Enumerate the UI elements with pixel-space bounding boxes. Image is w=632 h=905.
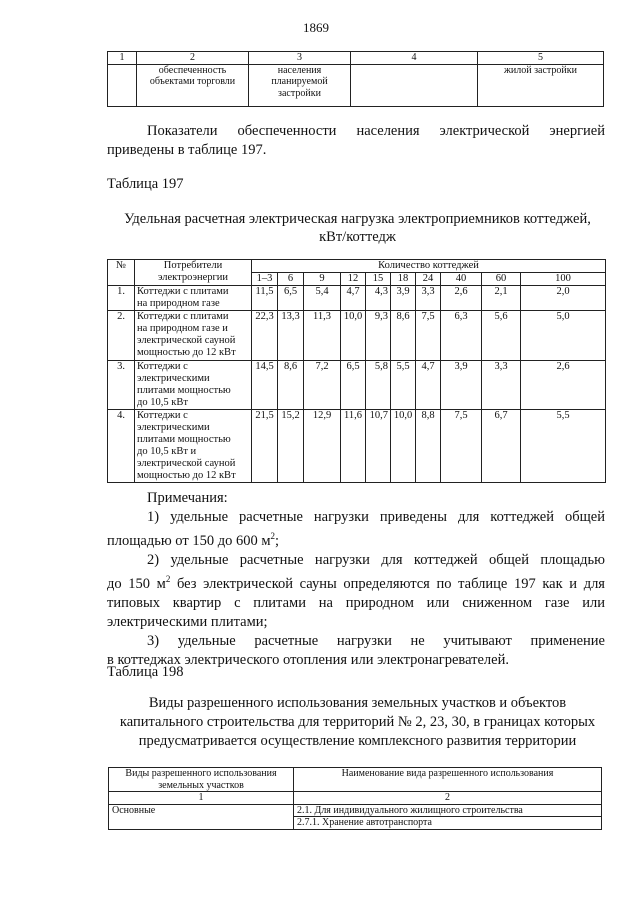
text-line: Показатели обеспеченности населения электрической энергией [147,123,605,139]
consumer-line: электрической сауной [137,458,236,469]
value-cell: 14,5 [252,360,278,409]
consumer-line: электрическими [137,421,210,433]
table-row [108,311,606,360]
consumer-line: мощностью до 12 кВт [137,470,236,482]
table-label: Таблица 198 [107,664,184,680]
consumer-line: мощностью до 12 кВт [137,347,236,359]
value-cell: 2,0 [521,286,606,311]
notes-block [107,489,605,670]
col-number: 1 [109,792,294,805]
table-row [109,817,602,830]
table-198 [108,767,602,830]
value-cell: 8,8 [416,409,441,482]
table-row [109,804,602,817]
value-cell: 6,7 [482,409,521,482]
intro-paragraph [107,122,605,160]
text-line: предусматривается осуществление комплексного развития территории [138,733,577,749]
row-number: 2. [108,311,135,360]
col-number: 2 [294,792,602,805]
value-cell: 3,9 [391,286,416,311]
value-cell: 4,7 [416,360,441,409]
table-cell: населения планируемой застройки [249,64,351,106]
note-1-line: 1) удельные расчетные нагрузки приведены для коттеджей общей [147,509,605,525]
consumer-line: Коттеджи с [137,360,188,372]
column-header: 1–3 [252,273,278,286]
value-cell: 15,2 [278,409,304,482]
table-cell: обеспеченность объектами торговли [137,64,249,106]
value-cell: 12,9 [304,409,341,482]
value-cell: 2,6 [441,286,482,311]
text-line: капитального строительства для территорий № 2, 23, 30, в границах которых [119,714,596,730]
value-cell: 10,0 [341,311,366,360]
col-number: 3 [249,52,351,65]
value-cell: 7,2 [304,360,341,409]
value-cell: 3,9 [441,360,482,409]
header-name: Наименование вида разрешенного использования [294,768,602,792]
consumer-line: электрической сауной [137,335,236,347]
note-2-line: электрическими плитами; [107,613,268,630]
column-header: 18 [391,273,416,286]
consumer-line: Коттеджи с плитами [137,286,229,298]
column-header: 100 [521,273,606,286]
value-cell: 7,5 [441,409,482,482]
text-line: Удельная расчетная электрическая нагрузка электроприемников коттеджей, [124,211,591,227]
value-cell: 21,5 [252,409,278,482]
table-cell: Основные [109,804,294,817]
table-header-row [108,52,604,65]
table-row [108,409,606,482]
value-cell: 5,5 [391,360,416,409]
header-no: № [108,260,135,286]
consumer-line: до 10,5 кВт и [137,445,197,457]
table-cell: 2.7.1. Хранение автотранспорта [294,817,602,830]
text-line: кВт/коттедж [319,229,396,245]
value-cell: 3,3 [416,286,441,311]
consumer-line: на природном газе и [137,323,228,335]
table-label: Таблица 197 [107,176,184,192]
col-number: 1 [108,52,137,65]
table-cell: жилой застройки [478,64,604,106]
value-cell: 5,5 [521,409,606,482]
value-cell: 5,6 [482,311,521,360]
value-cell: 8,6 [278,360,304,409]
column-header: 15 [366,273,391,286]
table-cell [109,817,294,830]
value-cell: 3,3 [482,360,521,409]
value-cell: 10,0 [391,409,416,482]
note-3-line: 3) удельные расчетные нагрузки не учитывают применение [147,632,605,649]
table-row [108,360,606,409]
value-cell: 7,5 [416,311,441,360]
value-cell: 5,4 [304,286,341,311]
note-3-line: в коттеджах электрического отопления или электронагревателей. [107,651,509,668]
value-cell: 5,8 [366,360,391,409]
consumer-line: электрическими [137,372,210,384]
value-cell: 2,1 [482,286,521,311]
table-header-row [109,768,602,792]
col-number: 2 [137,52,249,65]
consumer-cell [135,286,252,311]
table-cell: 2.1. Для индивидуального жилищного строительства [294,804,602,817]
value-cell: 11,3 [304,311,341,360]
row-number: 1. [108,286,135,311]
column-header: 24 [416,273,441,286]
value-cell: 10,7 [366,409,391,482]
header-count: Количество коттеджей [252,260,606,273]
consumer-line: плитами мощностью [137,384,231,396]
column-header: 9 [304,273,341,286]
header-consumers: Потребители электроэнергии [135,260,252,286]
text-line: Виды разрешенного использования земельных участков и объектов [148,695,567,711]
value-cell: 4,3 [366,286,391,311]
table-header-row [109,792,602,805]
table-header-row [108,260,606,273]
consumer-line: плитами мощностью [137,433,231,445]
consumer-line: до 10,5 кВт [137,396,188,408]
page-number: 1869 [303,20,329,35]
column-header: 6 [278,273,304,286]
value-cell: 9,3 [366,311,391,360]
consumer-line: Коттеджи с [137,409,188,421]
table-title [100,694,615,751]
notes-heading: Примечания: [147,490,228,506]
col-number: 4 [351,52,478,65]
col-number: 5 [478,52,604,65]
value-cell: 6,3 [441,311,482,360]
consumer-cell [135,409,252,482]
value-cell: 22,3 [252,311,278,360]
value-cell: 5,0 [521,311,606,360]
consumer-cell [135,311,252,360]
table-cell [108,64,137,106]
value-cell: 6,5 [341,360,366,409]
table-row [108,64,604,106]
value-cell: 6,5 [278,286,304,311]
table-title [100,210,615,246]
row-number: 4. [108,409,135,482]
consumer-line: на природном газе [137,298,220,310]
value-cell: 8,6 [391,311,416,360]
column-header: 40 [441,273,482,286]
continuation-table [107,51,604,107]
table-row [108,286,606,311]
value-cell: 11,5 [252,286,278,311]
note-2-line: 2) удельные расчетные нагрузки для коттеджей общей площадью [147,551,605,568]
consumer-cell [135,360,252,409]
value-cell: 13,3 [278,311,304,360]
note-2-line: типовых квартир с плитами на природном или сниженном газе или [107,594,605,611]
header-kind: Виды разрешенного использования земельных участков [109,768,294,792]
column-header: 12 [341,273,366,286]
value-cell: 4,7 [341,286,366,311]
column-header: 60 [482,273,521,286]
text-line: приведены в таблице 197. [107,142,267,158]
row-number: 3. [108,360,135,409]
table-cell [351,64,478,106]
table-197 [107,259,606,483]
note-2-line: до 150 $м^2$ без электрической сауны определяются по таблице 197 как и для [107,573,605,592]
value-cell: 11,6 [341,409,366,482]
value-cell: 2,6 [521,360,606,409]
note-1-line: площадью от 150 до 600 $м^2$; [107,531,280,549]
consumer-line: Коттеджи с плитами [137,311,229,323]
